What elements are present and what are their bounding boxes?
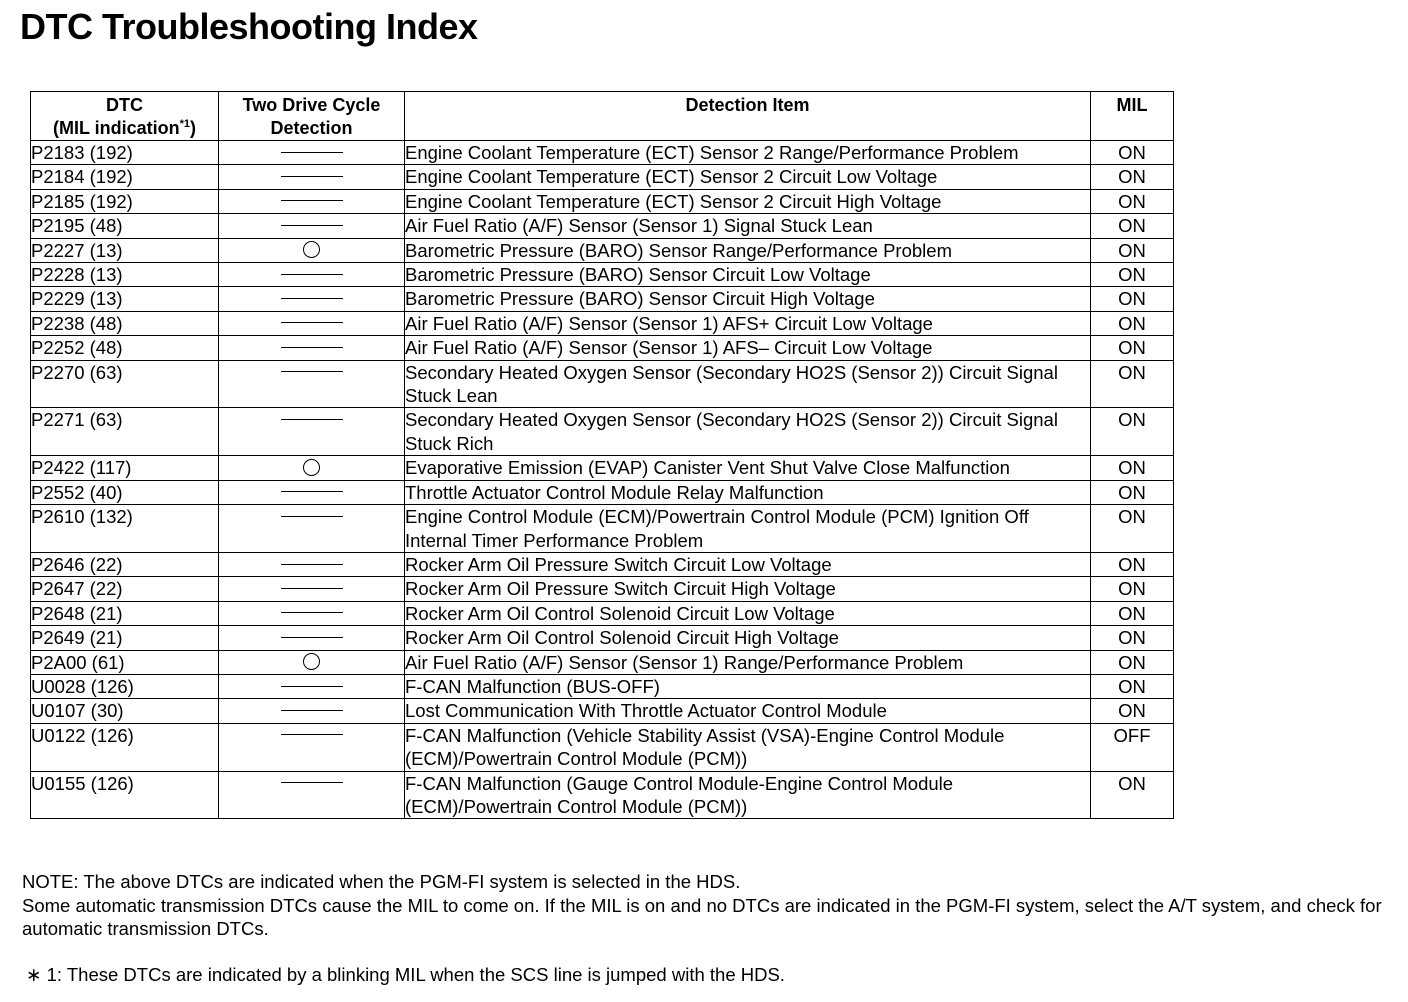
detection-item-cell: Throttle Actuator Control Module Relay Malfunction [405, 480, 1091, 504]
dash-mark-icon [281, 225, 343, 226]
mil-status-cell: ON [1091, 311, 1174, 335]
table-row [31, 165, 1174, 189]
mil-status-cell: ON [1091, 771, 1174, 819]
header-two-line2: Detection [270, 118, 353, 138]
detection-item-cell: Air Fuel Ratio (A/F) Sensor (Sensor 1) Range/Performance Problem [405, 650, 1091, 674]
dash-mark-icon [281, 686, 343, 687]
header-dtc-line2: (MIL indication [52, 118, 180, 138]
dtc-code-cell: P2422 (117) [31, 456, 219, 480]
table-row [31, 336, 1174, 360]
dash-mark-icon [281, 176, 343, 177]
mil-status-cell: ON [1091, 699, 1174, 723]
detection-item-cell: Evaporative Emission (EVAP) Canister Vent Shut Valve Close Malfunction [405, 456, 1091, 480]
two-drive-cycle-cell [219, 456, 405, 480]
table-row [31, 577, 1174, 601]
header-two-drive-cycle [219, 92, 405, 141]
two-drive-cycle-cell [219, 771, 405, 819]
dash-mark-icon [281, 491, 343, 492]
two-drive-cycle-cell [219, 287, 405, 311]
detection-item-cell: Engine Coolant Temperature (ECT) Sensor 2 Circuit High Voltage [405, 189, 1091, 213]
detection-item-cell: Secondary Heated Oxygen Sensor (Secondary HO2S (Sensor 2)) Circuit Signal Stuck Lean [405, 360, 1091, 408]
mil-status-cell: ON [1091, 601, 1174, 625]
two-drive-cycle-cell [219, 408, 405, 456]
two-drive-cycle-cell [219, 360, 405, 408]
mil-status-cell: ON [1091, 141, 1174, 165]
two-drive-cycle-cell [219, 480, 405, 504]
header-detection-item: Detection Item [405, 92, 1091, 141]
two-drive-cycle-cell [219, 311, 405, 335]
note-line-1: NOTE: The above DTCs are indicated when the PGM-FI system is selected in the HDS. [22, 871, 741, 892]
detection-item-cell: Rocker Arm Oil Pressure Switch Circuit High Voltage [405, 577, 1091, 601]
mil-status-cell: ON [1091, 189, 1174, 213]
table-row [31, 287, 1174, 311]
dtc-code-cell: P2647 (22) [31, 577, 219, 601]
mil-status-cell: ON [1091, 263, 1174, 287]
detection-item-cell: F-CAN Malfunction (Vehicle Stability Assist (VSA)-Engine Control Module (ECM)/Powertrain Control Module (PCM)) [405, 723, 1091, 771]
mil-status-cell: ON [1091, 456, 1174, 480]
dash-mark-icon [281, 200, 343, 201]
table-row [31, 552, 1174, 576]
two-drive-cycle-cell [219, 141, 405, 165]
mil-status-cell: ON [1091, 336, 1174, 360]
two-drive-cycle-cell [219, 723, 405, 771]
dash-mark-icon [281, 782, 343, 783]
two-drive-cycle-cell [219, 699, 405, 723]
dtc-code-cell: P2252 (48) [31, 336, 219, 360]
detection-item-cell: Rocker Arm Oil Control Solenoid Circuit High Voltage [405, 626, 1091, 650]
table-row [31, 626, 1174, 650]
page-title: DTC Troubleshooting Index [20, 6, 478, 47]
dtc-code-cell: P2270 (63) [31, 360, 219, 408]
dtc-code-cell: U0155 (126) [31, 771, 219, 819]
mil-status-cell: ON [1091, 505, 1174, 553]
two-drive-cycle-cell [219, 336, 405, 360]
dtc-code-cell: P2649 (21) [31, 626, 219, 650]
detection-item-cell: Barometric Pressure (BARO) Sensor Circuit High Voltage [405, 287, 1091, 311]
header-dtc-footnote-marker: *1 [179, 118, 191, 130]
mil-status-cell: ON [1091, 287, 1174, 311]
dtc-code-cell: P2183 (192) [31, 141, 219, 165]
dash-mark-icon [281, 419, 343, 420]
table-row [31, 480, 1174, 504]
mil-status-cell: ON [1091, 360, 1174, 408]
dash-mark-icon [281, 516, 343, 517]
dash-mark-icon [281, 564, 343, 565]
detection-item-cell: Barometric Pressure (BARO) Sensor Range/Performance Problem [405, 238, 1091, 262]
dtc-table-body [31, 141, 1174, 819]
table-row [31, 263, 1174, 287]
dtc-table [30, 91, 1174, 819]
table-row [31, 699, 1174, 723]
detection-item-cell: Secondary Heated Oxygen Sensor (Secondary HO2S (Sensor 2)) Circuit Signal Stuck Rich [405, 408, 1091, 456]
mil-status-cell: ON [1091, 626, 1174, 650]
table-row [31, 360, 1174, 408]
mil-status-cell: OFF [1091, 723, 1174, 771]
notes [22, 870, 1392, 941]
circle-mark-icon [303, 653, 320, 670]
dtc-code-cell: U0107 (30) [31, 699, 219, 723]
mil-status-cell: ON [1091, 165, 1174, 189]
dtc-code-cell: U0028 (126) [31, 674, 219, 698]
mil-status-cell: ON [1091, 674, 1174, 698]
dash-mark-icon [281, 612, 343, 613]
header-two-line1: Two Drive Cycle [242, 95, 381, 115]
table-row [31, 408, 1174, 456]
detection-item-cell: Engine Coolant Temperature (ECT) Sensor 2 Range/Performance Problem [405, 141, 1091, 165]
table-row [31, 311, 1174, 335]
detection-item-cell: F-CAN Malfunction (BUS-OFF) [405, 674, 1091, 698]
dtc-code-cell: P2228 (13) [31, 263, 219, 287]
dtc-code-cell: P2552 (40) [31, 480, 219, 504]
two-drive-cycle-cell [219, 601, 405, 625]
detection-item-cell: Lost Communication With Throttle Actuator Control Module [405, 699, 1091, 723]
footnote: ∗ 1: These DTCs are indicated by a blinking MIL when the SCS line is jumped with the HDS. [26, 964, 785, 985]
table-row [31, 771, 1174, 819]
note-line-2: Some automatic transmission DTCs cause the MIL to come on. If the MIL is on and no DTCs are indicated in the PGM-FI system, select the A/T system, and check for automatic transmission DTCs. [22, 894, 1382, 939]
mil-status-cell: ON [1091, 552, 1174, 576]
mil-status-cell: ON [1091, 480, 1174, 504]
two-drive-cycle-cell [219, 505, 405, 553]
detection-item-cell: Rocker Arm Oil Pressure Switch Circuit Low Voltage [405, 552, 1091, 576]
dtc-code-cell: P2227 (13) [31, 238, 219, 262]
dash-mark-icon [281, 347, 343, 348]
table-header-row [31, 92, 1174, 141]
table-row [31, 238, 1174, 262]
dash-mark-icon [281, 274, 343, 275]
detection-item-cell: Rocker Arm Oil Control Solenoid Circuit Low Voltage [405, 601, 1091, 625]
dash-mark-icon [281, 637, 343, 638]
detection-item-cell: Barometric Pressure (BARO) Sensor Circuit Low Voltage [405, 263, 1091, 287]
dtc-code-cell: P2610 (132) [31, 505, 219, 553]
dtc-code-cell: P2648 (21) [31, 601, 219, 625]
dtc-code-cell: P2271 (63) [31, 408, 219, 456]
header-dtc-close: ) [190, 118, 197, 138]
dtc-code-cell: P2238 (48) [31, 311, 219, 335]
dtc-code-cell: P2229 (13) [31, 287, 219, 311]
two-drive-cycle-cell [219, 626, 405, 650]
table-row [31, 674, 1174, 698]
detection-item-cell: Air Fuel Ratio (A/F) Sensor (Sensor 1) AFS– Circuit Low Voltage [405, 336, 1091, 360]
table-row [31, 723, 1174, 771]
mil-status-cell: ON [1091, 238, 1174, 262]
table-row [31, 505, 1174, 553]
dtc-code-cell: U0122 (126) [31, 723, 219, 771]
two-drive-cycle-cell [219, 189, 405, 213]
dtc-code-cell: P2A00 (61) [31, 650, 219, 674]
dash-mark-icon [281, 734, 343, 735]
detection-item-cell: Air Fuel Ratio (A/F) Sensor (Sensor 1) Signal Stuck Lean [405, 214, 1091, 238]
dash-mark-icon [281, 152, 343, 153]
dash-mark-icon [281, 298, 343, 299]
table-row [31, 141, 1174, 165]
table-row [31, 601, 1174, 625]
dtc-code-cell: P2195 (48) [31, 214, 219, 238]
circle-mark-icon [303, 459, 320, 476]
dash-mark-icon [281, 322, 343, 323]
mil-status-cell: ON [1091, 214, 1174, 238]
detection-item-cell: Engine Coolant Temperature (ECT) Sensor 2 Circuit Low Voltage [405, 165, 1091, 189]
two-drive-cycle-cell [219, 552, 405, 576]
two-drive-cycle-cell [219, 165, 405, 189]
detection-item-cell: F-CAN Malfunction (Gauge Control Module-Engine Control Module (ECM)/Powertrain Control Module (PCM)) [405, 771, 1091, 819]
dash-mark-icon [281, 710, 343, 711]
table-row [31, 189, 1174, 213]
dtc-code-cell: P2185 (192) [31, 189, 219, 213]
detection-item-cell: Air Fuel Ratio (A/F) Sensor (Sensor 1) AFS+ Circuit Low Voltage [405, 311, 1091, 335]
two-drive-cycle-cell [219, 674, 405, 698]
header-mil: MIL [1091, 92, 1174, 141]
dash-mark-icon [281, 588, 343, 589]
header-dtc-line1: DTC [106, 95, 143, 115]
dash-mark-icon [281, 371, 343, 372]
two-drive-cycle-cell [219, 263, 405, 287]
two-drive-cycle-cell [219, 214, 405, 238]
two-drive-cycle-cell [219, 238, 405, 262]
mil-status-cell: ON [1091, 408, 1174, 456]
header-dtc [31, 92, 219, 141]
table-row [31, 214, 1174, 238]
mil-status-cell: ON [1091, 577, 1174, 601]
two-drive-cycle-cell [219, 650, 405, 674]
table-row [31, 650, 1174, 674]
detection-item-cell: Engine Control Module (ECM)/Powertrain Control Module (PCM) Ignition Off Internal Timer Performance Problem [405, 505, 1091, 553]
mil-status-cell: ON [1091, 650, 1174, 674]
circle-mark-icon [303, 241, 320, 258]
dtc-code-cell: P2184 (192) [31, 165, 219, 189]
table-row [31, 456, 1174, 480]
two-drive-cycle-cell [219, 577, 405, 601]
dtc-code-cell: P2646 (22) [31, 552, 219, 576]
